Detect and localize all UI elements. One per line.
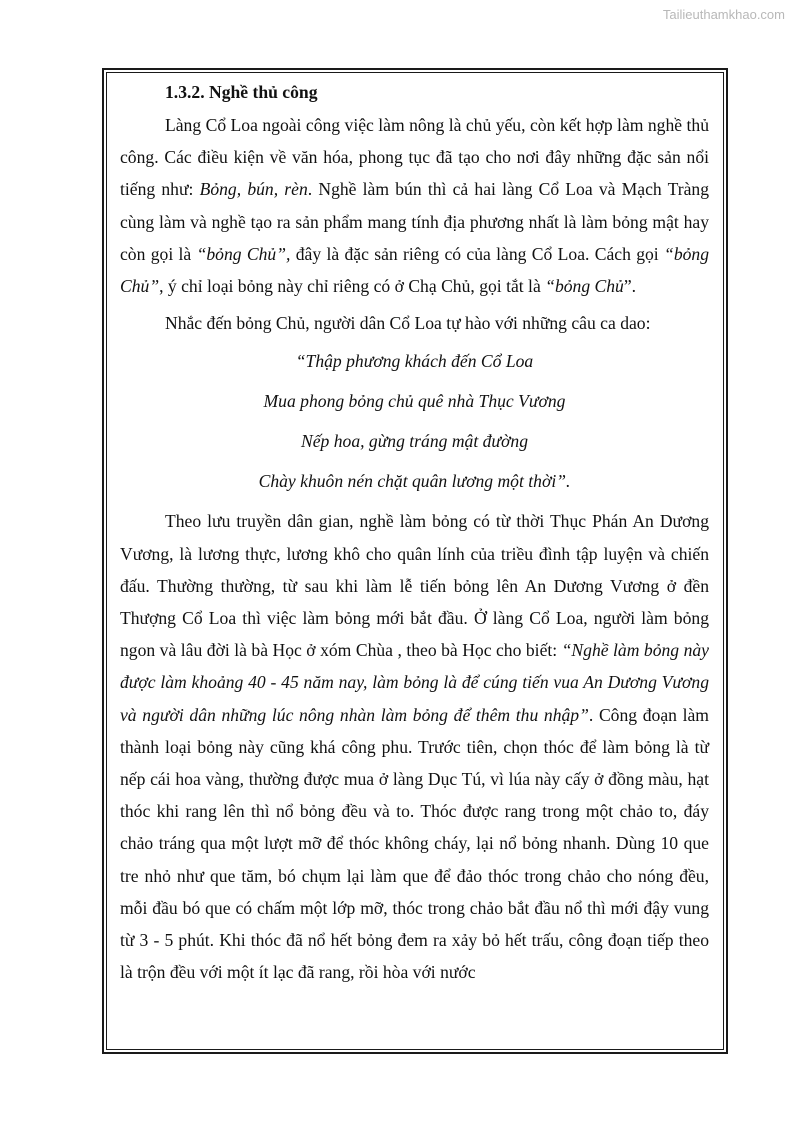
watermark: Tailieuthamkhao.com [662, 7, 785, 22]
page-content [120, 77, 709, 988]
folk-poem [120, 341, 709, 501]
section-heading: 1.3.2. Nghề thủ công [165, 82, 318, 102]
poem-line: “Thập phương khách đến Cổ Loa [295, 351, 534, 372]
poem-line: Nếp hoa, gừng tráng mật đường [300, 431, 528, 452]
page-border [102, 68, 728, 1054]
poem-line: Mua phong bỏng chủ quê nhà Thục Vương [263, 391, 566, 412]
paragraph-intro: Làng Cổ Loa ngoài công việc làm nông là chủ yếu, còn kết hợp làm nghề thủ công. Các điều kiện về văn hóa, phong tục đã tạo cho nơi đây những đặc sản nổi tiếng như: Bỏng, bún, rèn. Nghề làm bún thì cả hai làng Cổ Loa và Mạch Tràng cùng làm và nghề tạo ra sản phẩm mang tính địa phương nhất là làm bỏng mật hay còn gọi là “bỏng Chủ”, đây là đặc sản riêng có của làng Cổ Loa. Cách gọi “bỏng Chủ”, ý chỉ loại bỏng này chỉ riêng có ở Chạ Chủ, gọi tắt là “bỏng Chủ”. [120, 115, 710, 297]
poem-line: Chày khuôn nén chặt quân lương một thời”. [258, 471, 571, 492]
page-border-inner [106, 72, 724, 1050]
paragraph-folk-song-intro: Nhắc đến bỏng Chủ, người dân Cổ Loa tự hào với những câu ca dao: [165, 313, 651, 334]
paragraph-history: Theo lưu truyền dân gian, nghề làm bỏng có từ thời Thục Phán An Dương Vương, là lương thực, lương khô cho quân lính của triều đình tập luyện và chiến đấu. Thường thường, từ sau khi làm lễ tiến bỏng lên An Dương Vương ở đền Thượng Cổ Loa thì việc làm bỏng mới bắt đầu. Ở làng Cổ Loa, người làm bỏng ngon và lâu đời là bà Học ở xóm Chùa , theo bà Học cho biết: “Nghề làm bỏng này được làm khoảng 40 - 45 năm nay, làm bỏng là để cúng tiến vua An Dương Vương và người dân những lúc nông nhàn làm bỏng để thêm thu nhập”. Công đoạn làm thành loại bỏng này cũng khá công phu. Trước tiên, chọn thóc để làm bỏng là từ nếp cái hoa vàng, thường được mua ở làng Dục Tú, vì lúa này cấy ở đồng màu, hạt thóc khi rang lên thì nổ bỏng đều và to. Thóc được rang trong một chảo to, đáy chảo tráng qua một lượt mỡ để thóc không cháy, lại nổ bỏng nhanh. Dùng 10 que tre nhỏ như que tăm, bó chụm lại làm que để đảo thóc trong chảo cho nóng đều, mỗi đầu bó que có chấm một lớp mỡ, thóc trong chảo bắt đầu nổ thì mới đậy vung từ 3 - 5 phút. Khi thóc đã nổ hết bỏng đem ra xảy bỏ hết trấu, công đoạn tiếp theo là trộn đều với một ít lạc đã rang, rồi hòa với nước [120, 511, 709, 983]
